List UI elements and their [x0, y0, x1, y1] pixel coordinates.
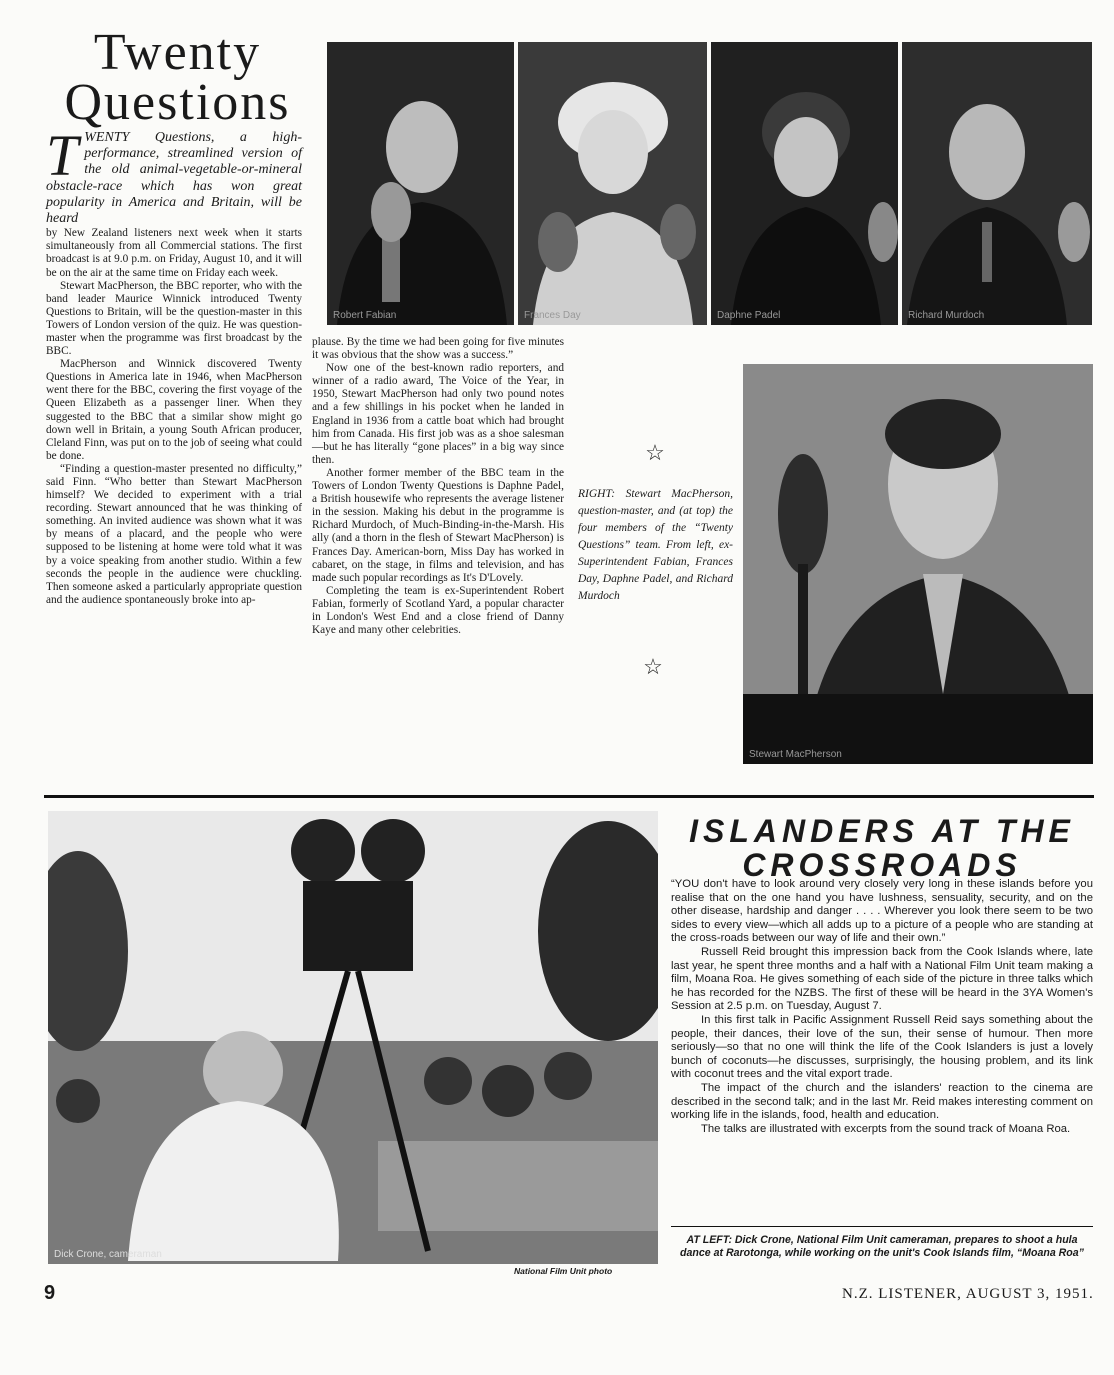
paragraph: “Finding a question-master presented no difficulty,” said Finn. “Who better than Stewart MacPherson himself? We decided to experiment with a trial recording. Stewart announced that he was thinking of something. An invited audience was shown what it was by means of a placard, and the people who were supposed to be listening at home were told what it was by a voice speaking from another studio. Within a few seconds the people in the audience were chuckling. Then someone asked a particularly appropriate question and the audience spontaneously broke into ap- [46, 462, 302, 606]
photo-caption-bottom: AT LEFT: Dick Crone, National Film Unit cameraman, prepares to shoot a hula dance at Rarotonga, while working on the unit's Cook Islands film, “Moana Roa” [680, 1234, 1084, 1259]
portrait-silhouette-icon [743, 364, 1093, 764]
portrait-silhouette-icon [902, 42, 1092, 325]
paragraph: Russell Reid brought this impression back from the Cook Islands where, late last year, he spent three months and a half with a National Film Unit team making a film, Moana Roa. He gives something of each side of the picture in three talks which he has recorded for the NZBS. The first of these will be heard in the 3YA Women's Session at 2.5 p.m. on Tuesday, August 7. [671, 945, 1093, 1013]
photo-label: Dick Crone, cameraman [54, 1249, 162, 1260]
article-2-title [670, 814, 1094, 882]
photo-fabian [327, 42, 514, 325]
paragraph: Now one of the best-known radio reporters, and winner of a radio award, The Voice of the Year, in 1950, Stewart MacPherson had only two pound notes and a few shillings in his pocket when he landed in England in 1936 from a cattle boat which had brought him from Canada. His first job was as a shoe salesman—but he has literally “gone places” in a big way since then. [312, 362, 564, 466]
paragraph: Completing the team is ex-Superintendent Robert Fabian, formerly of Scotland Yard, a popular character in London's West End and a close friend of Danny Kaye and many other celebrities. [312, 584, 564, 637]
photo-label: Daphne Padel [717, 310, 781, 321]
portrait-silhouette-icon [711, 42, 898, 325]
photo-padel [711, 42, 898, 325]
paragraph: The talks are illustrated with excerpts from the sound track of Moana Roa. [701, 1122, 1071, 1135]
title-line-1: Twenty [93, 24, 262, 81]
article-2-body [671, 878, 1093, 1136]
section-divider [44, 795, 1094, 798]
paragraph: MacPherson and Winnick discovered Twenty Questions in America late in 1946, when MacPherson went there for the BBC, covering the first voyage of the Queen Elizabeth as a passenger liner. When they suggested to the BBC that a similar show might go down well in Britain, a young South African producer, Cleland Finn, was put on to the job of seeing what could be done. [46, 358, 302, 462]
photo-caption-right: RIGHT: Stewart MacPherson, question-master, and (at top) the four members of the “Twenty Questions” team. From left, ex-Superintendent Fabian, Frances Day, Daphne Padel, and Richard Murdoch [578, 488, 733, 602]
drop-cap: T [46, 123, 79, 188]
publication-line: N.Z. LISTENER, AUGUST 3, 1951. [842, 1286, 1094, 1302]
photo-label: Richard Murdoch [908, 310, 985, 321]
photo-macpherson [743, 364, 1093, 764]
lead-text: WENTY Questions, a high-performance, streamlined version of the old animal-vegetable-or-mineral obstacle-race which has won great popularity in America and Britain, will be heard [46, 130, 302, 227]
paragraph: In this first talk in Pacific Assignment Russell Reid says something about the people, their dances, their love of the sun, their sense of humour. Then more seriously—so that no one will think the life of the Cook Islanders is just a lovely bunch of coconuts—he discusses, surprisingly, the housing problem, and its link with coconut trees and the vital export trade. [671, 1013, 1093, 1081]
title-line-2: Questions [64, 74, 291, 131]
scene-silhouette-icon [48, 811, 658, 1264]
title-line-2: CROSSROADS [742, 847, 1022, 883]
portrait-silhouette-icon [518, 42, 707, 325]
article-column-1 [46, 123, 302, 607]
paragraph: Stewart MacPherson, the BBC reporter, who with the band leader Maurice Winnick introduced Twenty Questions to Britain, will be the question-master in this Towers of London version of the quiz. He was question-master when the programme was first broadcast by the BBC. [46, 279, 302, 358]
photo-label: Stewart MacPherson [749, 749, 842, 760]
caption-divider [671, 1226, 1093, 1227]
paragraph: Another former member of the BBC team in the Towers of London Twenty Questions is Daphne Padel, a British housewife who represents the average listener in the session. Making his debut in the programme is Richard Murdoch, of Much-Binding-in-the-Marsh. His ally (and a thorn in the flesh of Stewart MacPherson) is Frances Day. American-born, Miss Day has worked in cabaret, on the stage, in films and television, and has made such popular recordings as It's D'Lovely. [312, 466, 564, 584]
paragraph: The impact of the church and the islanders' reaction to the cinema are described in the second talk; and in the last Mr. Reid makes interesting comment on working life in the islands, food, health and education. [671, 1081, 1093, 1122]
paragraph: “YOU don't have to look around very closely very long in these islands before you realise that on the one hand you have lushness, sensuality, security, and on the other disease, hardship and danger . . . . Wherever you look there seem to be two sides to every view—which all adds up to a picture of a people who are standing at the cross-roads between our way of life and their own.” [671, 878, 1093, 945]
photo-murdoch [902, 42, 1092, 325]
photo-label: Robert Fabian [333, 310, 397, 321]
article-column-2 [312, 336, 564, 637]
photo-cameraman [48, 811, 658, 1264]
paragraph: plause. By the time we had been going for five minutes it was obvious that the show was a success.” [312, 336, 564, 362]
star-icon: ☆ [645, 440, 665, 465]
title-line-1: ISLANDERS AT THE [689, 813, 1075, 849]
photo-label: Frances Day [524, 310, 581, 321]
lead-continuation: by New Zealand listeners next week when it starts simultaneously from all Commercial stations. The first broadcast is at 9.0 p.m. on Friday, August 10, and it will be on the air at the same time on Friday each week. [46, 227, 302, 279]
portrait-silhouette-icon [327, 42, 514, 325]
lead-paragraph [46, 123, 302, 227]
article-title [40, 24, 315, 131]
photo-credit: National Film Unit photo [514, 1266, 613, 1276]
star-icon: ☆ [643, 654, 663, 679]
page-number: 9 [44, 1282, 56, 1304]
photo-day [518, 42, 707, 325]
